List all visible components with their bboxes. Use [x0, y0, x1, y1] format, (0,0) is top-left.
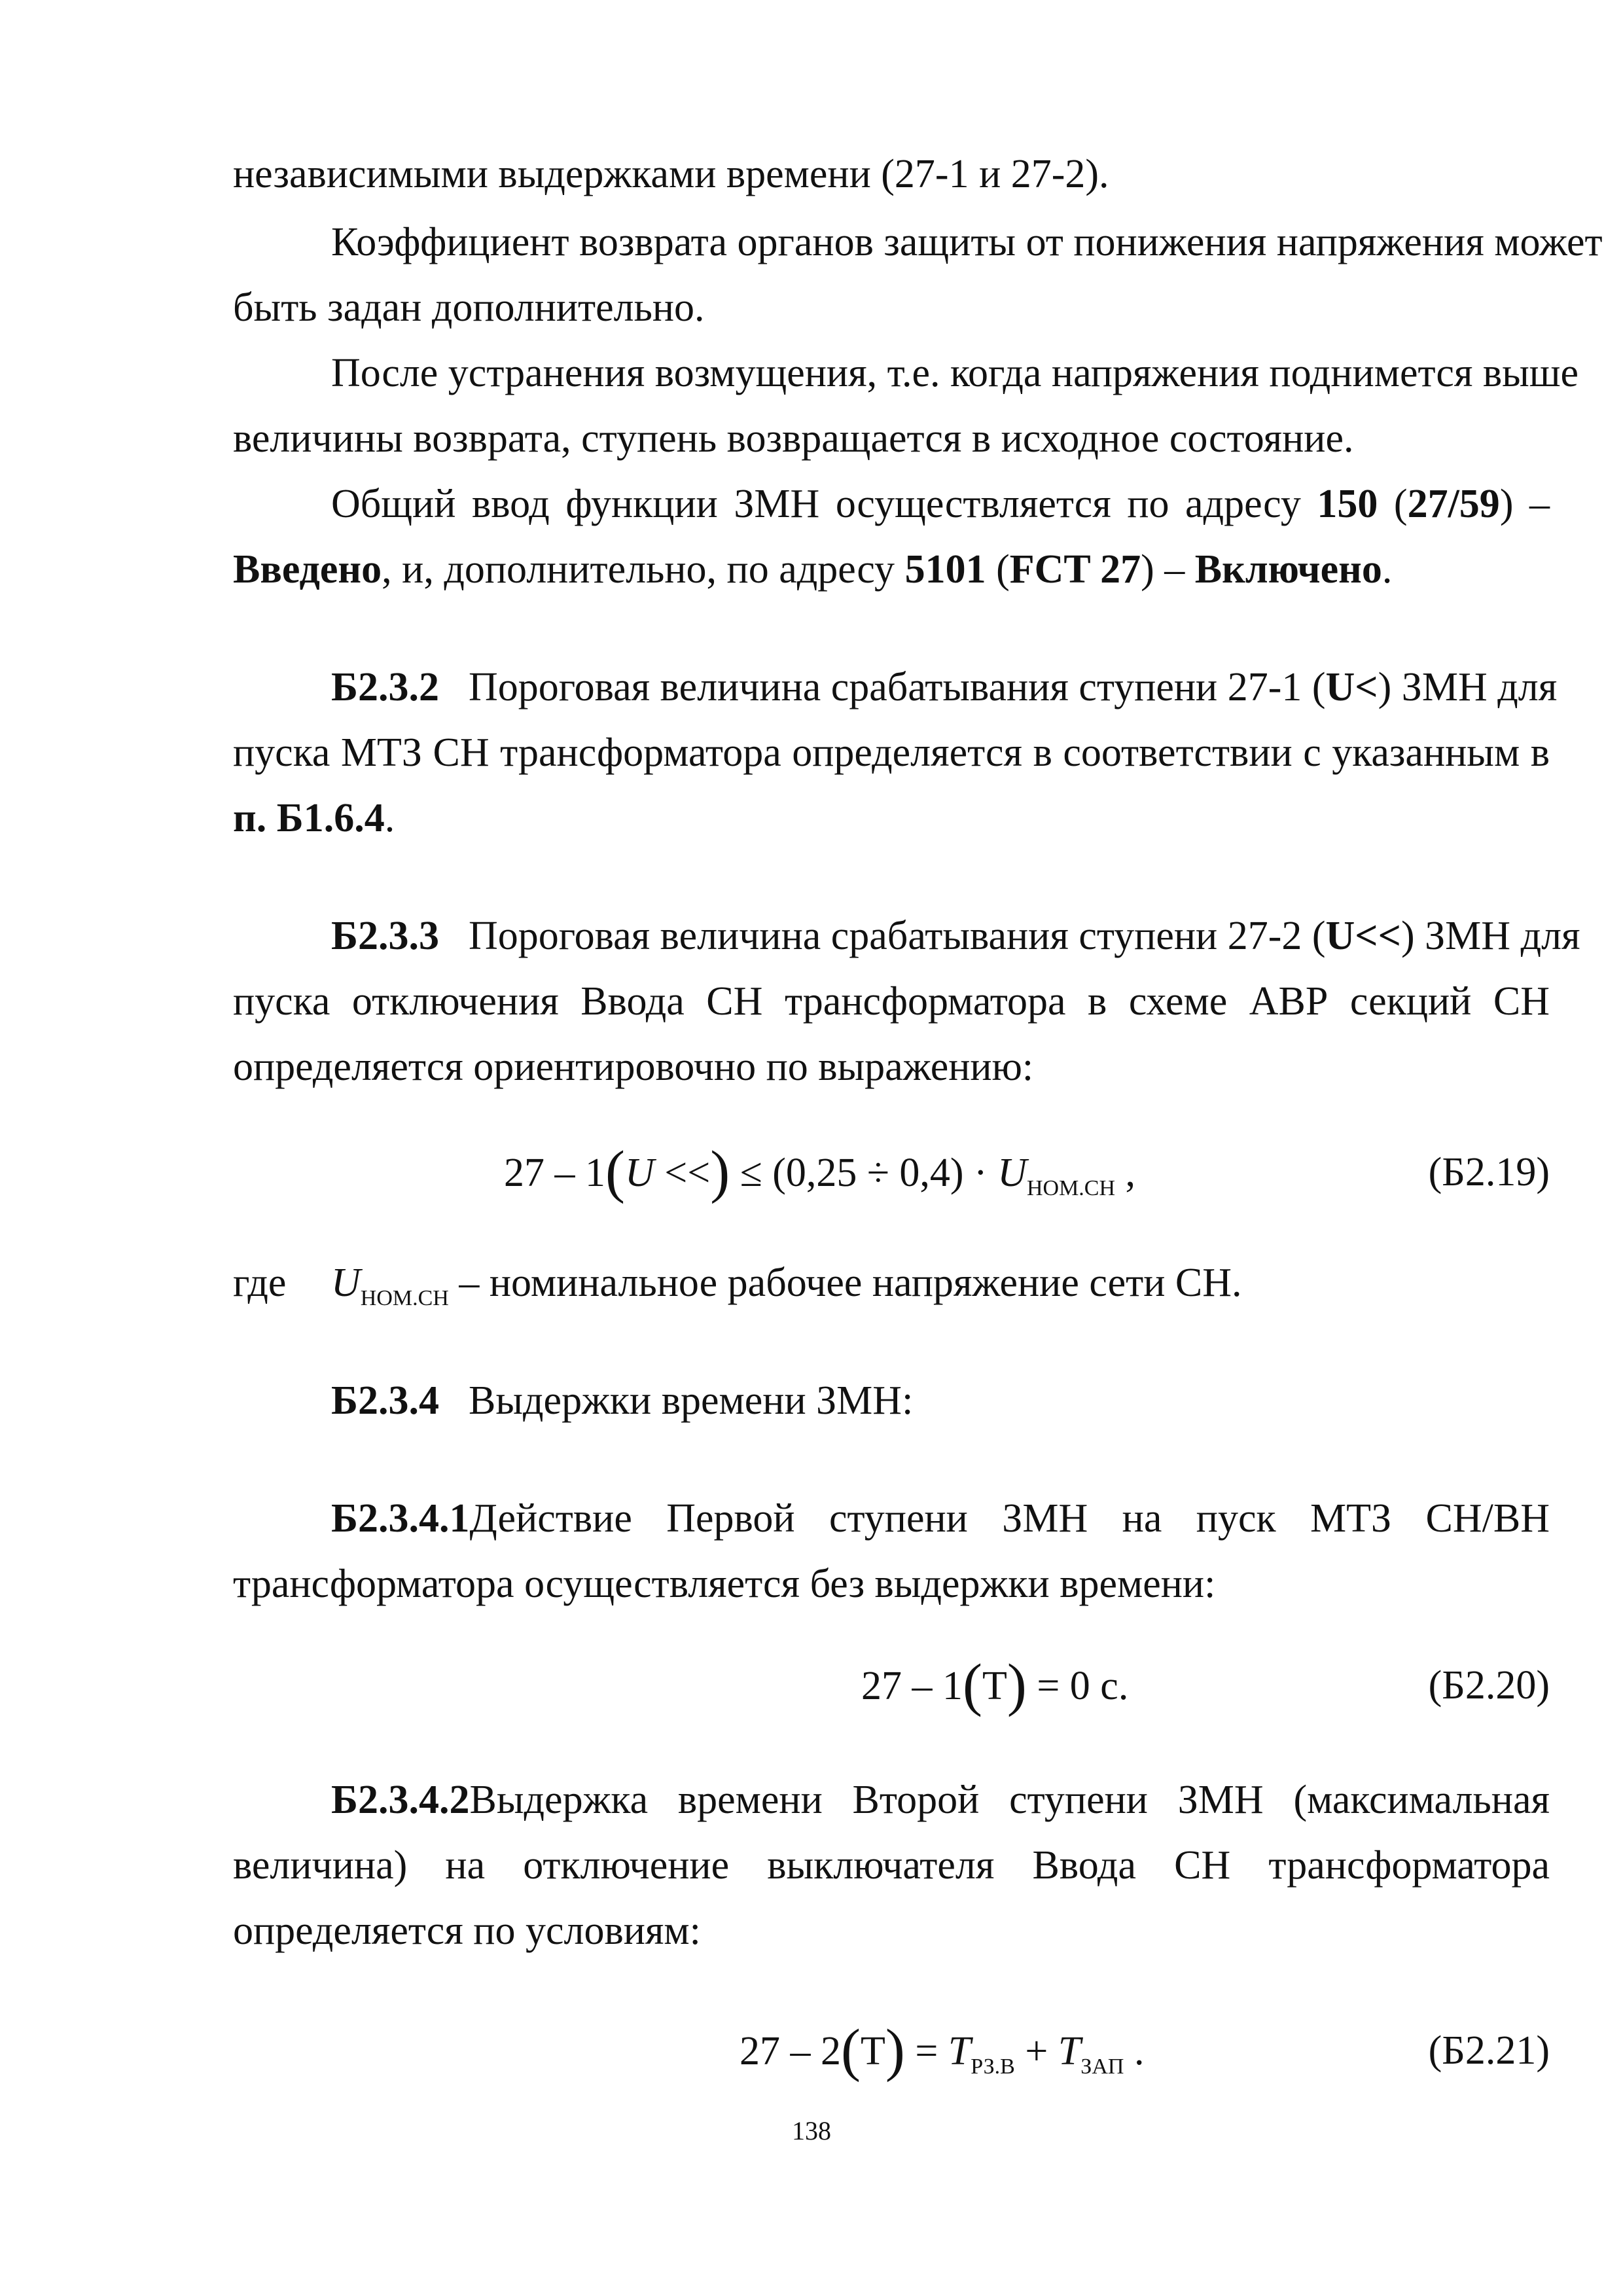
paragraph-line: определяется по условиям:: [233, 1909, 701, 1953]
where-label: где: [233, 1261, 287, 1305]
paragraph-line: величина) на отключение выключателя Ввода СН трансформатора: [233, 1843, 1550, 1888]
paragraph-line: величины возврата, ступень возвращается в исходное состояние.: [233, 416, 1354, 461]
section-number: Б2.3.3: [331, 914, 439, 958]
section-b2341-line: Б2.3.4.1Действие Первой ступени ЗМН на пуск МТЗ СН/ВН: [331, 1492, 1550, 1545]
equation-b219: 27 – 1(U <<) ≤ $(0,25 \div 0,4) \cdot U_{НОМ.СН}$ ,: [504, 1139, 1136, 1204]
equation-b221: $27 - 2(Т) = T_{РЗ.В} + T_{ЗАП}$ .: [740, 2018, 1145, 2083]
section-b234-heading: Б2.3.4 Выдержки времени ЗМН:: [331, 1374, 913, 1427]
paragraph-line: Введено, и, дополнительно, по адресу 5101 (FCT 27) – Включено.: [233, 547, 1393, 592]
section-number: Б2.3.2: [331, 665, 439, 709]
equation-number: (Б2.19): [1428, 1150, 1550, 1194]
section-b233-line: Б2.3.3 Пороговая величина срабатывания ступени 27-2 (U<<) ЗМН для: [331, 910, 1550, 962]
paragraph-line: Коэффициент возврата органов защиты от понижения напряжения может: [331, 220, 1603, 264]
section-number: Б2.3.4.1: [331, 1496, 470, 1541]
paragraph-line: пуска отключения Ввода СН трансформатора в схеме АВР секций СН: [233, 979, 1550, 1024]
paragraph-line: пуска МТЗ СН трансформатора определяется в соответствии с указанным в: [233, 730, 1550, 775]
section-number: Б2.3.4.2: [331, 1778, 470, 1822]
paragraph-line: Общий ввод функции ЗМН осуществляется по адресу 150 (27/59) –: [331, 482, 1550, 526]
section-b2342-line: Б2.3.4.2Выдержка времени Второй ступени ЗМН (максимальная: [331, 1774, 1550, 1826]
where-definition: $U_{НОМ.СН}$ – номинальное рабочее напряжение сети СН.: [331, 1261, 1242, 1310]
paragraph-continuation: независимыми выдержками времени (27-1 и 27-2).: [233, 152, 1109, 196]
section-b232-line: Б2.3.2 Пороговая величина срабатывания ступени 27-1 (U<) ЗМН для: [331, 661, 1550, 713]
paragraph-line: трансформатора осуществляется без выдержки времени:: [233, 1562, 1216, 1606]
paragraph-line: быть задан дополнительно.: [233, 285, 705, 330]
paragraph-line: п. Б1.6.4.: [233, 796, 395, 840]
paragraph-line: определяется ориентировочно по выражению:: [233, 1045, 1034, 1089]
equation-number: (Б2.21): [1428, 2028, 1550, 2073]
paragraph-line: После устранения возмущения, т.е. когда напряжения поднимется выше: [331, 351, 1579, 395]
equation-b220: 27 – 1(Т) = 0 с.: [861, 1653, 1129, 1717]
section-number: Б2.3.4: [331, 1378, 439, 1423]
page-number: 138: [792, 2116, 831, 2145]
equation-number: (Б2.20): [1428, 1663, 1550, 1708]
